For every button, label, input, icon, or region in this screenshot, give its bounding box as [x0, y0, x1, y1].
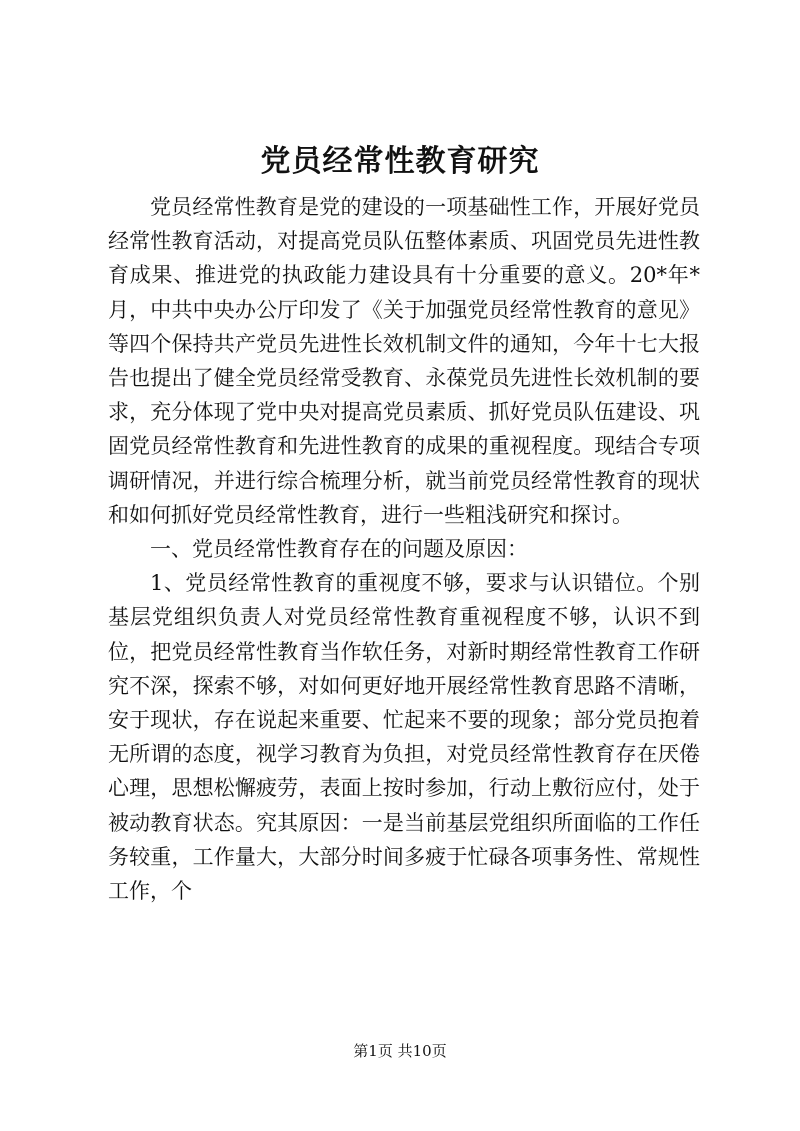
paragraph-point-1: 1、党员经常性教育的重视度不够，要求与认识错位。个别基层党组织负责人对党员经常性教育重视程度不够，认识不到位，把党员经常性教育当作软任务，对新时期经常性教育工作研究不深，探索不够，对如何更好地开展经常性教育思路不清晰，安于现状，存在说起来重要、忙起来不要的现象；部分党员抱着无所谓的态度，视学习教育为负担，对党员经常性教育存在厌倦心理，思想松懈疲劳，表面上按时参加，行动上敷衍应付，处于被动教育状态。究其原因：一是当前基层党组织所面临的工作任务较重，工作量大，大部分时间多疲于忙碌各项事务性、常规性工作，个 — [108, 571, 700, 904]
paragraph-intro: 党员经常性教育是党的建设的一项基础性工作，开展好党员经常性教育活动，对提高党员队伍整体素质、巩固党员先进性教育成果、推进党的执政能力建设具有十分重要的意义。20*年*月，中共中央办公厅印发了《关于加强党员经常性教育的意见》等四个保持共产党员先进性长效机制文件的通知，今年十七大报告也提出了健全党员经常受教育、永葆党员先进性长效机制的要求，充分体现了党中央对提高党员素质、抓好党员队伍建设、巩固党员经常性教育和先进性教育的成果的重视程度。现结合专项调研情况，并进行综合梳理分析，就当前党员经常性教育的现状和如何抓好党员经常性教育，进行一些粗浅研究和探讨。 — [108, 195, 700, 527]
section-heading: 一、党员经常性教育存在的问题及原因： — [150, 537, 528, 562]
page-title: 党员经常性教育研究 — [260, 144, 540, 179]
document-body — [108, 190, 700, 908]
page-number: 第1页 共10页 — [353, 1042, 447, 1060]
